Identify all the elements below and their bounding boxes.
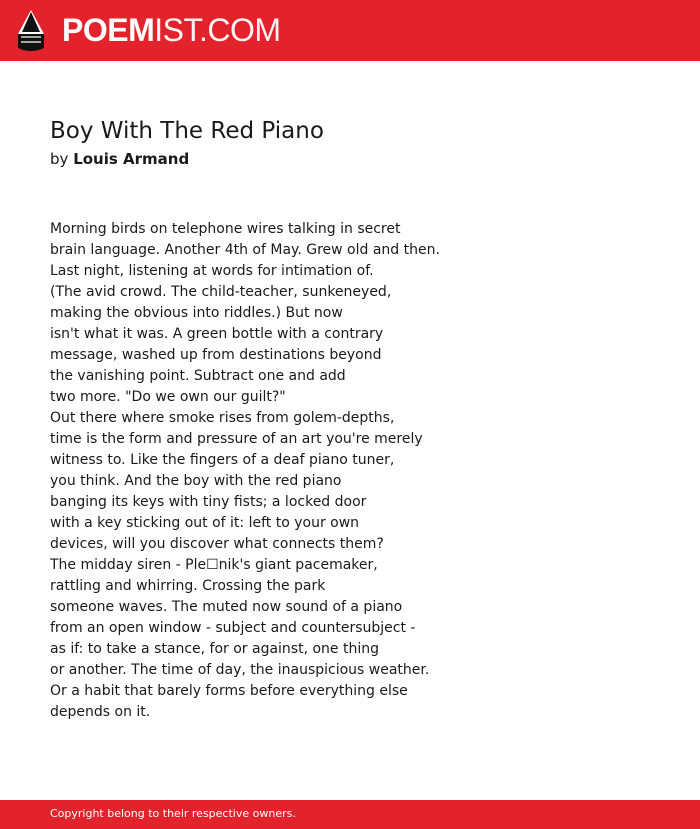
- by-label: by: [50, 150, 69, 168]
- poem-line: rattling and whirring. Crossing the park: [50, 578, 326, 594]
- poem-line: someone waves. The muted now sound of a piano: [50, 599, 403, 615]
- poem-line: brain language. Another 4th of May. Grew old and then.: [50, 242, 440, 258]
- poem-line: as if: to take a stance, for or against, one thing: [50, 641, 380, 657]
- pencil-icon[interactable]: [18, 10, 44, 52]
- byline: [50, 149, 189, 169]
- poem-body: [50, 219, 480, 723]
- poem-line: The midday siren - Ple☐nik's giant pacemaker,: [50, 557, 378, 573]
- poem-line: Last night, listening at words for intimation of.: [50, 263, 374, 279]
- poem-line: the vanishing point. Subtract one and add: [50, 368, 346, 384]
- poem-line: isn't what it was. A green bottle with a contrary: [50, 326, 384, 342]
- poem-line: time is the form and pressure of an art you're merely: [50, 431, 423, 447]
- logo-text-light: IST.COM: [154, 12, 281, 48]
- poem-line: Morning birds on telephone wires talking in secret: [50, 221, 401, 237]
- poem-line: devices, will you discover what connects them?: [50, 536, 384, 552]
- logo-text-bold: POEM: [62, 12, 155, 48]
- poem-line: making the obvious into riddles.) But now: [50, 305, 343, 321]
- site-footer: [0, 800, 700, 829]
- poem-line: two more. "Do we own our guilt?": [50, 389, 286, 405]
- poem-line: you think. And the boy with the red piano: [50, 473, 342, 489]
- poem-line: message, washed up from destinations beyond: [50, 347, 382, 363]
- poem-line: banging its keys with tiny fists; a locked door: [50, 494, 367, 510]
- poem-line: witness to. Like the fingers of a deaf piano tuner,: [50, 452, 395, 468]
- author-name[interactable]: Louis Armand: [73, 150, 190, 168]
- poem-line: from an open window - subject and countersubject -: [50, 620, 416, 636]
- poem-line: or another. The time of day, the inauspicious weather.: [50, 662, 430, 678]
- poem-line: with a key sticking out of it: left to your own: [50, 515, 360, 531]
- poem-line: Out there where smoke rises from golem-depths,: [50, 410, 395, 426]
- site-logo[interactable]: [62, 12, 281, 48]
- poem-line: depends on it.: [50, 704, 151, 720]
- poem-line: (The avid crowd. The child-teacher, sunkeneyed,: [50, 284, 392, 300]
- copyright-text: Copyright belong to their respective owners.: [50, 807, 296, 820]
- site-header: [0, 0, 700, 61]
- poem-line: Or a habit that barely forms before everything else: [50, 683, 408, 699]
- poem-title: Boy With The Red Piano: [50, 118, 324, 144]
